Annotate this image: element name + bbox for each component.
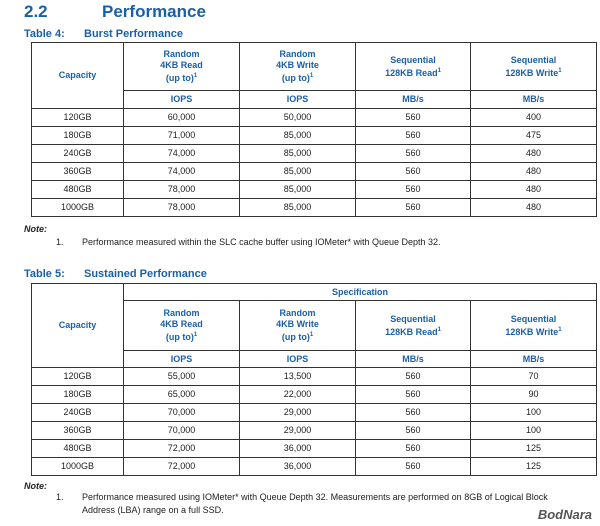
value-cell: 85,000 — [240, 181, 356, 199]
t5-c3-l1: Sequential — [390, 313, 436, 324]
value-cell: 70 — [471, 368, 597, 386]
value-cell: 29,000 — [240, 404, 356, 422]
table5-caption — [24, 268, 207, 280]
t5-c3-footnote: 1 — [437, 326, 441, 333]
t5-unit-2: IOPS — [240, 351, 356, 368]
t4-c1-footnote: 1 — [193, 73, 198, 79]
t4-unit-3: MB/s — [356, 91, 471, 109]
t5-c1-footnote: 1 — [193, 332, 198, 338]
table-row — [32, 163, 597, 181]
table-row — [32, 199, 597, 217]
table4-col2-header — [240, 43, 356, 91]
sustained-performance-table — [31, 283, 597, 476]
table4-note-number: 1. — [56, 237, 64, 247]
table5-title: Sustained Performance — [84, 268, 207, 280]
value-cell: 36,000 — [240, 458, 356, 476]
value-cell: 78,000 — [124, 181, 240, 199]
table4-caption — [24, 28, 183, 40]
value-cell: 400 — [471, 109, 597, 127]
value-cell: 70,000 — [124, 422, 240, 440]
value-cell: 85,000 — [240, 127, 356, 145]
table-row — [32, 458, 597, 476]
t5-c4-l2 — [471, 325, 596, 338]
t5-c1-l3 — [124, 330, 239, 343]
table4-capacity-header: Capacity — [32, 43, 124, 109]
t4-c2-l1: Random — [279, 49, 316, 59]
capacity-cell: 180GB — [32, 127, 124, 145]
t4-c3-l2-text: 128KB Read — [385, 67, 438, 78]
t4-c2-footnote: 1 — [309, 73, 314, 79]
value-cell: 560 — [356, 422, 471, 440]
t4-c4-l2-text: 128KB Write — [505, 67, 559, 78]
table-row — [32, 422, 597, 440]
t5-c1-l1: Random — [163, 308, 200, 318]
t4-c3-footnote: 1 — [437, 67, 441, 74]
value-cell: 29,000 — [240, 422, 356, 440]
value-cell: 560 — [356, 199, 471, 217]
capacity-cell: 1000GB — [32, 199, 124, 217]
table-row — [32, 145, 597, 163]
value-cell: 74,000 — [124, 163, 240, 181]
t5-c2-l2: 4KB Write — [276, 319, 319, 329]
value-cell: 480 — [471, 199, 597, 217]
t5-unit-1: IOPS — [124, 351, 240, 368]
t4-c4-footnote: 1 — [558, 67, 562, 74]
value-cell: 78,000 — [124, 199, 240, 217]
t5-c2-l3-text: (up to) — [281, 332, 310, 342]
table-row — [32, 440, 597, 458]
t5-c4-l1: Sequential — [510, 313, 557, 324]
table5-col3-header — [356, 301, 471, 351]
t5-c3-l2 — [356, 325, 470, 338]
value-cell: 50,000 — [240, 109, 356, 127]
value-cell: 560 — [356, 368, 471, 386]
value-cell: 480 — [471, 145, 597, 163]
t5-c2-l3 — [240, 330, 355, 343]
value-cell: 74,000 — [124, 145, 240, 163]
value-cell: 125 — [471, 440, 597, 458]
value-cell: 560 — [356, 440, 471, 458]
capacity-cell: 120GB — [32, 368, 124, 386]
value-cell: 85,000 — [240, 163, 356, 181]
value-cell: 560 — [356, 181, 471, 199]
table5-col2-header — [240, 301, 356, 351]
capacity-cell: 360GB — [32, 422, 124, 440]
t5-c2-footnote: 1 — [309, 332, 314, 338]
capacity-cell: 480GB — [32, 440, 124, 458]
table-row — [32, 127, 597, 145]
value-cell: 55,000 — [124, 368, 240, 386]
table5-label: Table 5: — [24, 268, 65, 280]
value-cell: 475 — [471, 127, 597, 145]
value-cell: 560 — [356, 109, 471, 127]
capacity-cell: 180GB — [32, 386, 124, 404]
t5-c4-l2-text: 128KB Write — [505, 326, 559, 337]
value-cell: 560 — [356, 145, 471, 163]
t4-c2-l3-text: (up to) — [281, 73, 310, 83]
table5-spec-row — [32, 284, 597, 301]
table-row — [32, 109, 597, 127]
value-cell: 480 — [471, 163, 597, 181]
table4-note — [56, 236, 441, 249]
t5-c1-l3-text: (up to) — [165, 332, 194, 342]
value-cell: 70,000 — [124, 404, 240, 422]
value-cell: 560 — [356, 386, 471, 404]
t4-unit-1: IOPS — [124, 91, 240, 109]
t5-c3-l2-text: 128KB Read — [385, 326, 438, 337]
value-cell: 560 — [356, 127, 471, 145]
t4-c1-l1: Random — [163, 49, 200, 59]
table4-note-text: Performance measured within the SLC cache buffer using IOMeter* with Queue Depth 32. — [82, 237, 441, 247]
capacity-cell: 240GB — [32, 145, 124, 163]
t4-c1-l3 — [124, 71, 239, 84]
t4-c1-l2: 4KB Read — [160, 60, 203, 70]
t4-c3-l2 — [356, 66, 470, 79]
value-cell: 125 — [471, 458, 597, 476]
table4-label: Table 4: — [24, 28, 65, 40]
value-cell: 100 — [471, 422, 597, 440]
table5-spec-header: Specification — [124, 284, 597, 301]
value-cell: 36,000 — [240, 440, 356, 458]
table4-title: Burst Performance — [84, 28, 184, 40]
t4-c2-l2: 4KB Write — [276, 60, 319, 70]
table-row — [32, 181, 597, 199]
capacity-cell: 1000GB — [32, 458, 124, 476]
table-row — [32, 368, 597, 386]
value-cell: 13,500 — [240, 368, 356, 386]
capacity-cell: 360GB — [32, 163, 124, 181]
t5-unit-3: MB/s — [356, 351, 471, 368]
t4-c3-l1: Sequential — [390, 54, 436, 65]
t5-c2-l1: Random — [279, 308, 316, 318]
table5-note-text-2: Address (LBA) range on a full SSD. — [82, 505, 224, 515]
section-heading — [24, 2, 206, 22]
table5-capacity-header: Capacity — [32, 284, 124, 368]
t4-unit-4: MB/s — [471, 91, 597, 109]
capacity-cell: 240GB — [32, 404, 124, 422]
section-title: Performance — [102, 2, 206, 21]
watermark-logo: BodNara — [537, 507, 592, 522]
t5-c1-l2: 4KB Read — [160, 319, 203, 329]
t4-unit-2: IOPS — [240, 91, 356, 109]
table5-note-text-1: Performance measured using IOMeter* with Queue Depth 32. Measurements are performed on 8GB of Logical Block — [82, 492, 548, 502]
value-cell: 100 — [471, 404, 597, 422]
table4-col1-header — [124, 43, 240, 91]
table5-col4-header — [471, 301, 597, 351]
table5-col1-header — [124, 301, 240, 351]
table5-note-label: Note: — [24, 481, 47, 491]
value-cell: 85,000 — [240, 145, 356, 163]
value-cell: 65,000 — [124, 386, 240, 404]
value-cell: 22,000 — [240, 386, 356, 404]
value-cell: 560 — [356, 163, 471, 181]
capacity-cell: 120GB — [32, 109, 124, 127]
capacity-cell: 480GB — [32, 181, 124, 199]
t4-c4-l1: Sequential — [510, 54, 557, 65]
value-cell: 72,000 — [124, 458, 240, 476]
value-cell: 72,000 — [124, 440, 240, 458]
value-cell: 85,000 — [240, 199, 356, 217]
table5-note — [56, 491, 596, 517]
value-cell: 560 — [356, 404, 471, 422]
t4-c1-l3-text: (up to) — [165, 73, 194, 83]
value-cell: 90 — [471, 386, 597, 404]
table5-note-line1 — [56, 491, 596, 504]
table5-note-number: 1. — [56, 492, 64, 502]
section-number: 2.2 — [24, 2, 48, 21]
burst-performance-table — [31, 42, 597, 217]
t5-unit-4: MB/s — [471, 351, 597, 368]
t4-c4-l2 — [471, 66, 596, 79]
t4-c2-l3 — [240, 71, 355, 84]
value-cell: 560 — [356, 458, 471, 476]
table4-note-label: Note: — [24, 224, 47, 234]
table-row — [32, 404, 597, 422]
value-cell: 480 — [471, 181, 597, 199]
value-cell: 60,000 — [124, 109, 240, 127]
table4-col4-header — [471, 43, 597, 91]
table-row — [32, 386, 597, 404]
value-cell: 71,000 — [124, 127, 240, 145]
table4-header-row — [32, 43, 597, 91]
table4-col3-header — [356, 43, 471, 91]
t5-c4-footnote: 1 — [558, 326, 562, 333]
